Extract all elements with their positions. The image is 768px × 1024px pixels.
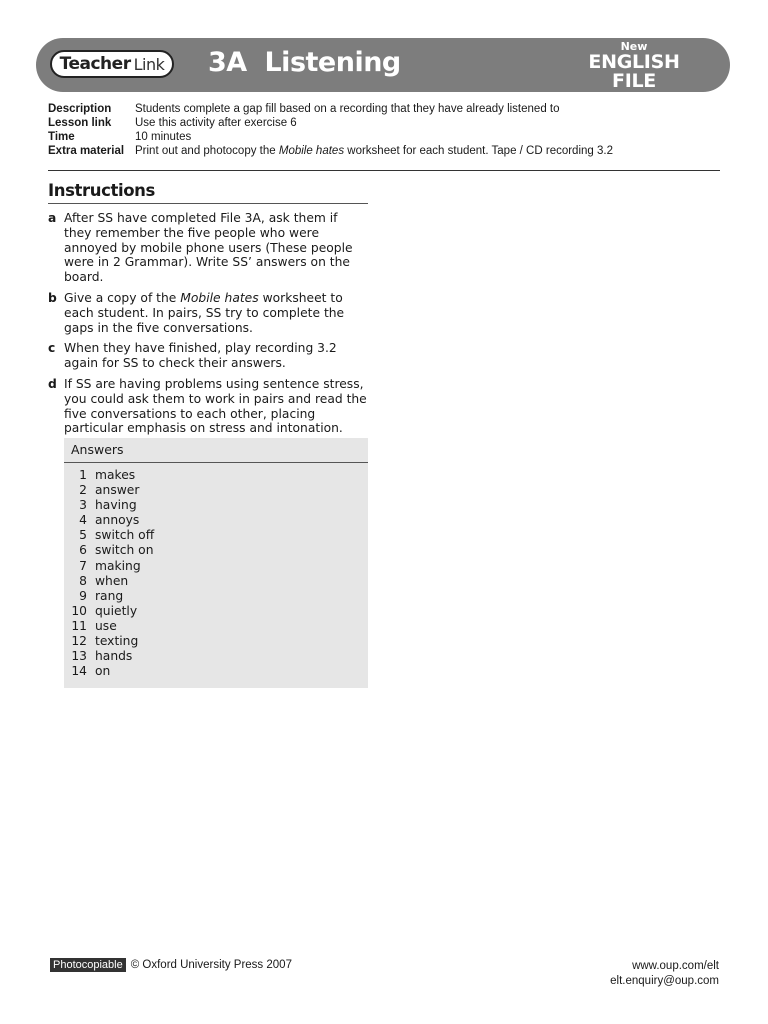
footer-copyright [50, 958, 292, 972]
meta-label: Lesson link [48, 117, 112, 129]
header-banner [36, 38, 730, 105]
meta-value: Use this activity after exercise 6 [135, 117, 297, 129]
answer-word: answer [95, 483, 140, 498]
answer-number: 2 [79, 483, 87, 498]
teacher-link-logo [50, 50, 174, 78]
answers-heading: Answers [64, 438, 368, 463]
answer-word: quietly [95, 603, 138, 618]
instruction-text: When they have finished, play recording 3.2 again for SS to check their answers. [64, 341, 337, 371]
instruction-text-part: Give a copy of the [64, 290, 181, 305]
footer-url-link[interactable]: www.oup.com/elt [632, 960, 719, 972]
divider [48, 203, 368, 204]
page-title: 3A Listening [208, 47, 401, 78]
answer-row [64, 619, 368, 634]
meta-row-time [48, 130, 720, 144]
answers-list [64, 468, 368, 679]
answer-row [64, 483, 368, 498]
instruction-text: After SS have completed File 3A, ask them if they remember the five people who were annoyed by mobile phone users (These people were in 2 Grammar). Write SS’ answers on the board. [64, 211, 353, 285]
answer-row [64, 604, 368, 619]
meta-row-description [48, 102, 720, 116]
answer-word: making [95, 558, 141, 573]
answer-number: 3 [79, 498, 87, 513]
answers-box [64, 438, 368, 688]
answer-word: makes [95, 468, 136, 482]
answer-row [64, 589, 368, 604]
logo-new: New [620, 40, 648, 53]
answer-word: having [95, 498, 137, 513]
worksheet-title: Mobile hates [180, 290, 259, 305]
answer-number: 6 [79, 543, 87, 558]
meta-label: Description [48, 103, 112, 115]
meta-value: Students complete a gap fill based on a recording that they have already listened to [135, 103, 560, 115]
answer-word: hands [95, 649, 133, 664]
answer-number: 5 [79, 528, 87, 543]
english-file-logo [564, 40, 704, 104]
instruction-item [48, 341, 368, 371]
meta-label: Time [48, 131, 75, 143]
divider [48, 170, 720, 171]
answer-word: use [95, 618, 117, 633]
answer-word: texting [95, 634, 139, 649]
activity-meta [48, 102, 720, 158]
answer-number: 7 [79, 558, 87, 573]
answer-number: 11 [71, 618, 87, 633]
instruction-item [48, 291, 368, 335]
answer-number: 1 [79, 468, 87, 482]
meta-row-lesson-link [48, 116, 720, 130]
answer-number: 4 [79, 513, 87, 528]
answer-row [64, 649, 368, 664]
answer-row [64, 543, 368, 558]
instruction-item [48, 377, 368, 436]
instructions-heading: Instructions [48, 181, 155, 200]
answer-word: rang [95, 588, 124, 603]
answer-row [64, 574, 368, 589]
answer-word: on [95, 664, 111, 679]
answer-row [64, 528, 368, 543]
answer-row [64, 664, 368, 679]
answer-word: annoys [95, 513, 140, 528]
answer-row [64, 513, 368, 528]
meta-label: Extra material [48, 145, 125, 157]
meta-row-extra-material [48, 144, 720, 158]
answer-row [64, 559, 368, 574]
meta-value-part: worksheet for each student. Tape / CD recording 3.2 [344, 145, 613, 157]
instruction-letter: d [48, 376, 57, 391]
logo-level: Intermediate [593, 92, 675, 105]
instruction-letter: b [48, 290, 57, 305]
teacher-link-teacher: Teacher [59, 54, 131, 74]
answer-number: 8 [79, 573, 87, 588]
answer-number: 9 [79, 588, 87, 603]
footer-contact [610, 959, 719, 989]
meta-value [135, 144, 720, 158]
worksheet-title: Mobile hates [278, 145, 345, 157]
answer-word: switch on [95, 543, 154, 558]
footer-email-link[interactable]: elt.enquiry@oup.com [610, 975, 719, 987]
answer-row [64, 468, 368, 483]
meta-value: 10 minutes [135, 131, 192, 143]
answer-number: 13 [71, 649, 87, 664]
copyright-text: © Oxford University Press 2007 [130, 959, 292, 971]
instruction-item [48, 211, 368, 285]
answer-row [64, 634, 368, 649]
photocopiable-badge: Photocopiable [50, 958, 126, 972]
meta-value-part: Print out and photocopy the [135, 145, 279, 157]
answer-number: 14 [71, 664, 87, 679]
logo-english-file: ENGLISH FILE [588, 51, 680, 92]
answer-row [64, 498, 368, 513]
answer-word: switch off [95, 528, 155, 543]
teacher-link-link: Link [133, 54, 165, 74]
answer-number: 10 [71, 603, 87, 618]
instructions-list [48, 211, 368, 442]
instruction-letter: a [48, 211, 57, 225]
instruction-text-part: worksheet to each student. In pairs, SS try to complete the gaps in the five conversations. [64, 290, 349, 335]
instruction-text [64, 291, 368, 335]
instruction-text: If SS are having problems using sentence stress, you could ask them to work in pairs and read the five conversations to each other, placing particular emphasis on stress and intonation. [64, 376, 367, 436]
answer-word: when [95, 573, 129, 588]
instruction-letter: c [48, 341, 56, 356]
answer-number: 12 [71, 634, 87, 649]
